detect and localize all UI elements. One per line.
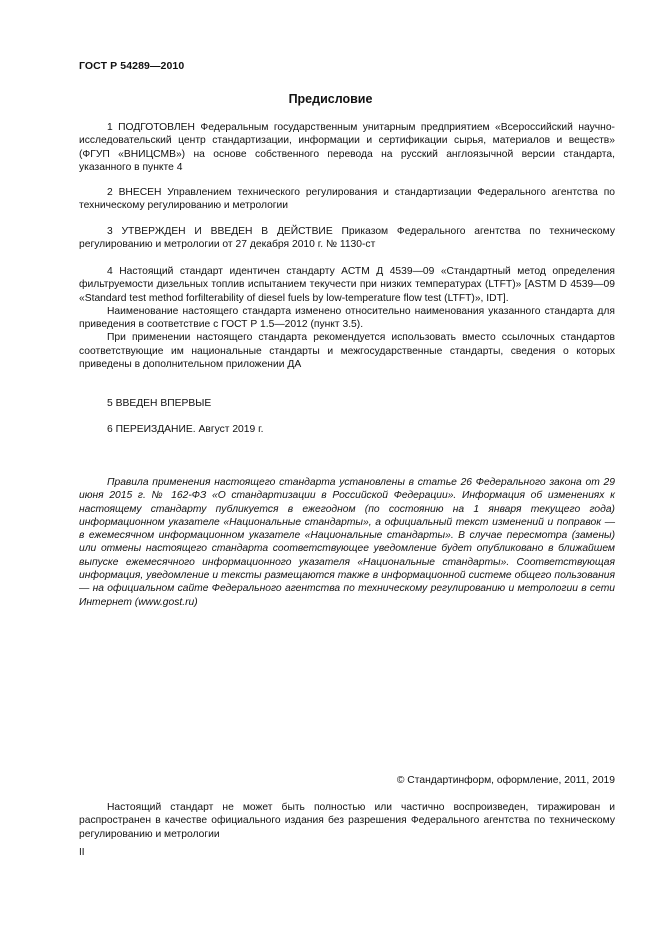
document-header: ГОСТ Р 54289—2010 bbox=[79, 60, 185, 72]
application-notice: Правила применения настоящего стандарта установлены в статье 26 Федерального закона от 29 июня 2015 г. № 162-ФЗ «О стандартизации в Российской Федерации». Информация об изменениях к настоящему стандарту публикуется в ежегодном (по состоянию на 1 января текущего года) информационном указателе «Национальные стандарты», а официальный текст изменений и поправок — в ежемесячном информационном указателе «Национальные стандарты». В случае пересмотра (замены) или отмены настоящего стандарта соответствующее уведомление будет опубликовано в ближайшем выпуске ежемесячного информационного указателя «Национальные стандарты». Соответствующая информация, уведомление и тексты размещаются также в информационной системе общего пользования — на официальном сайте Федерального агентства по техническому регулированию и метрологии в сети Интернет (www.gost.ru) bbox=[79, 477, 615, 608]
foreword-item-4-note-2: При применении настоящего стандарта рекомендуется использовать вместо ссылочных стандартов соответствующие им национальные стандарты и межгосударственные стандарты, сведения о которых приведены в дополнительном приложении ДА bbox=[79, 332, 615, 371]
foreword-item-4-note-1: Наименование настоящего стандарта изменено относительно наименования указанного стандарта для приведения в соответствие с ГОСТ Р 1.5—2012 (пункт 3.5). bbox=[79, 305, 615, 331]
page-number: II bbox=[79, 847, 85, 858]
foreword-item-5: 5 ВВЕДЕН ВПЕРВЫЕ bbox=[107, 398, 212, 409]
foreword-item-1: 1 ПОДГОТОВЛЕН Федеральным государственным унитарным предприятием «Всероссийский научно-исследовательский центр стандартизации, информации и сертификации сырья, материалов и веществ» (ФГУП «ВНИЦСМВ») на основе собственного перевода на русский англоязычной версии стандарта, указанного в пункте 4 bbox=[79, 122, 615, 173]
foreword-item-3: 3 УТВЕРЖДЕН И ВВЕДЕН В ДЕЙСТВИЕ Приказом Федерального агентства по техническому регулированию и метрологии от 27 декабря 2010 г. № 1130-ст bbox=[79, 226, 615, 251]
reproduction-notice: Настоящий стандарт не может быть полностью или частично воспроизведен, тиражирован и распространен в качестве официального издания без разрешения Федерального агентства по техническому регулированию и метрологии bbox=[79, 802, 615, 840]
foreword-item-4: 4 Настоящий стандарт идентичен стандарту АСТМ Д 4539—09 «Стандартный метод определения фильтруемости дизельных топлив испытанием текучести при низких температурах (LTFT)» [ASTM D 4539—09 «Standard test method forfilterability of diesel fuels by low-temperature flow test (LTFT)», IDT]. Наименование настоящего стандарта изменено относительно наименования указанного стандарта для приведения в соответствие с ГОСТ Р 1.5—2012 (пункт 3.5). При применении настоящего стандарта рекомендуется использовать вместо ссылочных стандартов соответствующие им национальные стандарты и межгосударственные стандарты, сведения о которых приведены в дополнительном приложении ДА bbox=[79, 266, 615, 371]
foreword-item-6: 6 ПЕРЕИЗДАНИЕ. Август 2019 г. bbox=[107, 424, 264, 435]
page-title: Предисловие bbox=[288, 92, 373, 106]
copyright-line: © Стандартинформ, оформление, 2011, 2019 bbox=[396, 775, 615, 786]
foreword-item-2: 2 ВНЕСЕН Управлением технического регулирования и стандартизации Федерального агентства по техническому регулированию и метрологии bbox=[79, 187, 615, 212]
